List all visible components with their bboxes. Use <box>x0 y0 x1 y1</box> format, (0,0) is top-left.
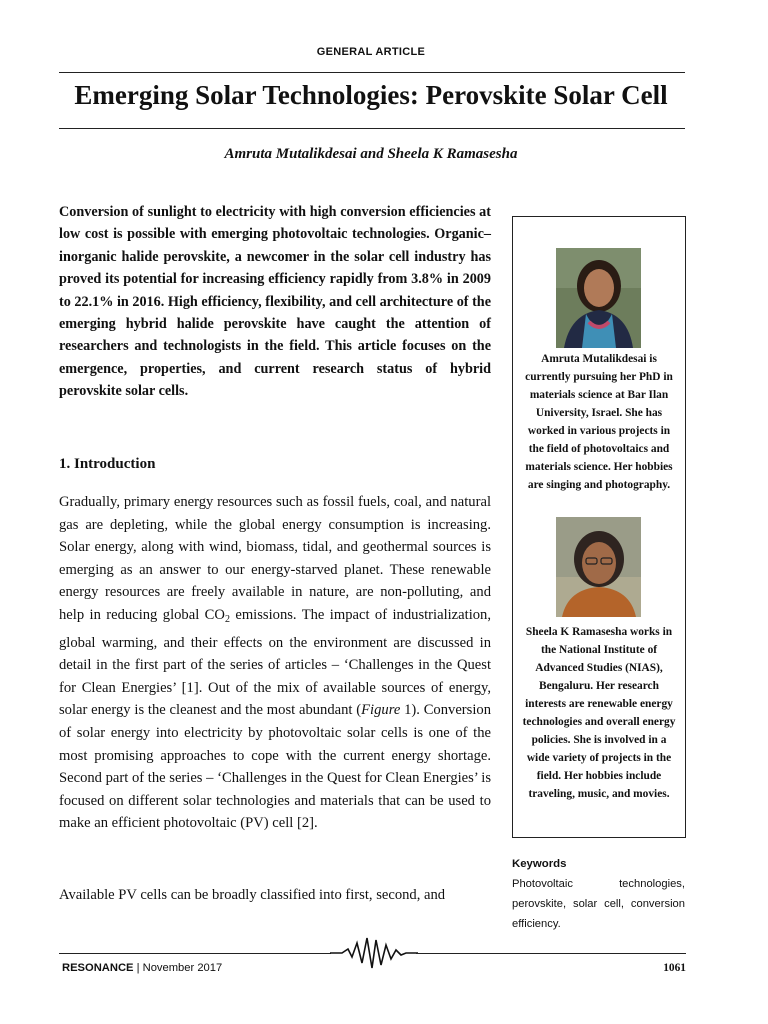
top-rule <box>59 72 685 73</box>
keywords-heading: Keywords <box>512 858 567 870</box>
introduction-paragraph-2: Available PV cells can be broadly classified into first, second, and <box>59 887 446 903</box>
author-photo-sheela <box>556 517 641 617</box>
portrait-2-icon <box>556 517 641 617</box>
journal-name: RESONANCE <box>62 962 134 974</box>
page-number: 1061 <box>663 962 686 974</box>
co2-subscript: 2 <box>224 613 230 625</box>
author-sidebar <box>512 216 686 838</box>
introduction-paragraph <box>59 491 491 835</box>
author-photo-amruta <box>556 248 641 348</box>
resonance-wave-icon <box>330 934 418 972</box>
title-rule <box>59 128 685 129</box>
portrait-1-icon <box>556 248 641 348</box>
footer-separator: | <box>136 962 140 974</box>
author-bio-amruta: Amruta Mutalikdesai is currently pursuing her PhD in materials science at Bar Ilan University, Israel. She has worked in various projects in the field of photovoltaics and materials science. Her hobbies are singing and photography. <box>525 353 673 491</box>
keywords-list: Photovoltaic technologies, perovskite, solar cell, conversion efficiency. <box>512 878 685 930</box>
article-title: Emerging Solar Technologies: Perovskite Solar Cell <box>74 80 668 110</box>
figure-reference: Figure <box>361 702 401 719</box>
intro-text-1: Gradually, primary energy resources such as fossil fuels, coal, and natural gas are depleting, while the global energy consumption is increasing. Solar energy, along with wind, biomass, tidal, and geothermal sources is emerging as an answer to our energy-starved planet. These renewable energy resources are freely available in nature, are non-polluting, and help in reducing global CO <box>59 494 491 623</box>
footer-rule-right <box>416 953 686 954</box>
author-bio-sheela: Sheela K Ramasesha works in the National Institute of Advanced Studies (NIAS), Bengaluru. Her research interests are renewable energy technologies and overall energy policies. She is involved in a wide variety of projects in the field. Her hobbies include traveling, music, and movies. <box>522 626 676 800</box>
section-heading-introduction: 1. Introduction <box>59 456 156 472</box>
intro-text-2: emissions. The impact of industrialization, global warming, and their effects on the environment are discussed in detail in the first part of the series of articles – ‘Challenges in the Quest for Clean Energies’ [1]. Out of the mix of available sources of energy, solar energy is the cleanest and the most abundant ( <box>59 606 491 719</box>
section-label: GENERAL ARTICLE <box>316 46 426 58</box>
article-authors: Amruta Mutalikdesai and Sheela K Ramasesha <box>224 146 518 162</box>
abstract: Conversion of sunlight to electricity with high conversion efficiencies at low cost is possible with emerging photovoltaic technologies. Organic–inorganic halide perovskite, a newcomer in the solar cell industry has proved its potential for increasing efficiency rapidly from 3.8% in 2009 to 22.1% in 2016. High efficiency, flexibility, and cell architecture of the emerging hybrid halide perovskite have caught the attention of researchers and technologists in the field. This article focuses on the emergence, properties, and current research status of hybrid perovskite solar cells. <box>59 204 491 400</box>
issue-date: November 2017 <box>142 962 223 974</box>
footer-rule-left <box>59 953 331 954</box>
footer-journal <box>62 962 222 974</box>
intro-text-3: 1). Conversion of solar energy into electricity by photovoltaic solar cells is one of the most promising approaches to cope with the current energy shortage. Second part of the series – ‘Challenges in the Quest for Clean Energies’ is focused on different solar technologies and materials that can be used to make an efficient photovoltaic (PV) cell [2]. <box>59 702 491 832</box>
